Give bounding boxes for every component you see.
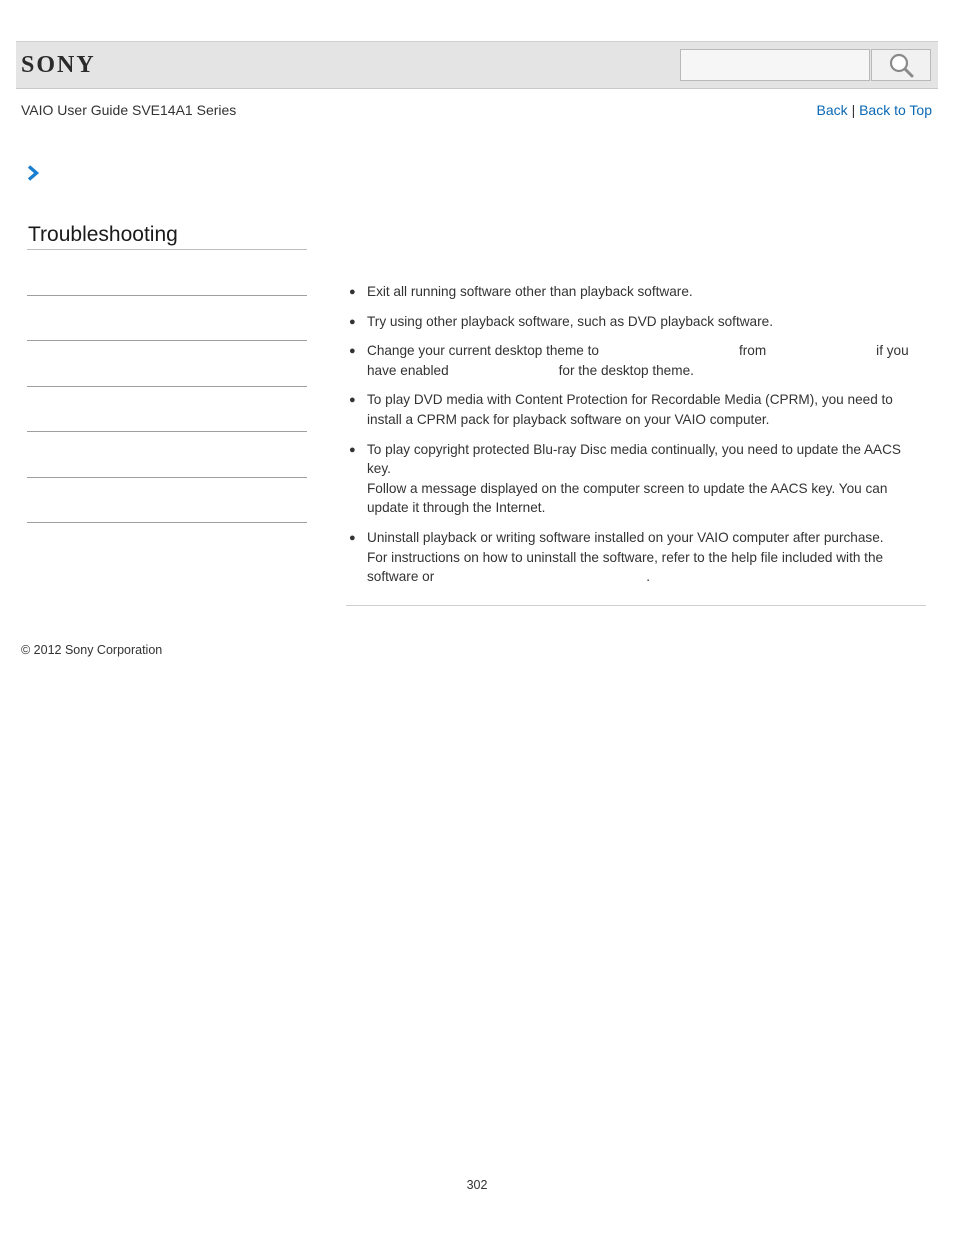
sony-logo: SONY [21, 52, 96, 78]
content-divider [346, 605, 926, 606]
sidebar-divider [27, 477, 307, 478]
back-link[interactable]: Back [816, 102, 848, 118]
search-input[interactable] [680, 49, 870, 81]
list-item: ● To play copyright protected Blu-ray Disc media continually, you need to update the AACS key. Follow a message displayed on the computer screen to update the AACS key. You can update it through the Internet. [349, 441, 901, 516]
nav-separator: | [851, 102, 856, 118]
back-to-top-link[interactable]: Back to Top [859, 102, 932, 118]
sidebar-divider [27, 295, 307, 296]
title-divider [27, 249, 307, 250]
bullet-icon: ● [349, 443, 356, 456]
list-item: ● Uninstall playback or writing software installed on your VAIO computer after purchase. For instructions on how to uninstall the software, refer to the help file included with the software or . [349, 529, 884, 585]
main-content [346, 282, 928, 597]
solution-list [346, 282, 928, 587]
top-navigation [817, 102, 932, 118]
guide-title: VAIO User Guide SVE14A1 Series [21, 102, 237, 118]
header-bar [16, 41, 938, 89]
bullet-icon: ● [349, 394, 356, 407]
magnifier-icon [888, 52, 914, 78]
page-title: Troubleshooting [28, 223, 178, 246]
copyright: © 2012 Sony Corporation [21, 643, 163, 657]
list-item: ● Change your current desktop theme to from if you have enabled for the desktop theme. [349, 343, 909, 378]
list-item: ● Exit all running software other than playback software. [346, 282, 928, 302]
sidebar-divider [27, 431, 307, 432]
sidebar-divider [27, 386, 307, 387]
bullet-icon: ● [349, 345, 356, 358]
bullet-icon: ● [349, 286, 356, 298]
chevron-right-icon [26, 165, 40, 181]
bullet-icon: ● [349, 315, 356, 328]
sidebar-divider [27, 340, 307, 341]
page-number: 302 [466, 1178, 488, 1192]
breadcrumb[interactable] [26, 165, 40, 186]
bullet-icon: ● [349, 531, 356, 544]
search-button[interactable] [871, 49, 931, 81]
sidebar-divider [27, 522, 307, 523]
list-item: ● Try using other playback software, such as DVD playback software. [346, 312, 928, 332]
list-item: ● To play DVD media with Content Protection for Recordable Media (CPRM), you need to install a CPRM pack for playback software on your VAIO computer. [349, 392, 893, 427]
